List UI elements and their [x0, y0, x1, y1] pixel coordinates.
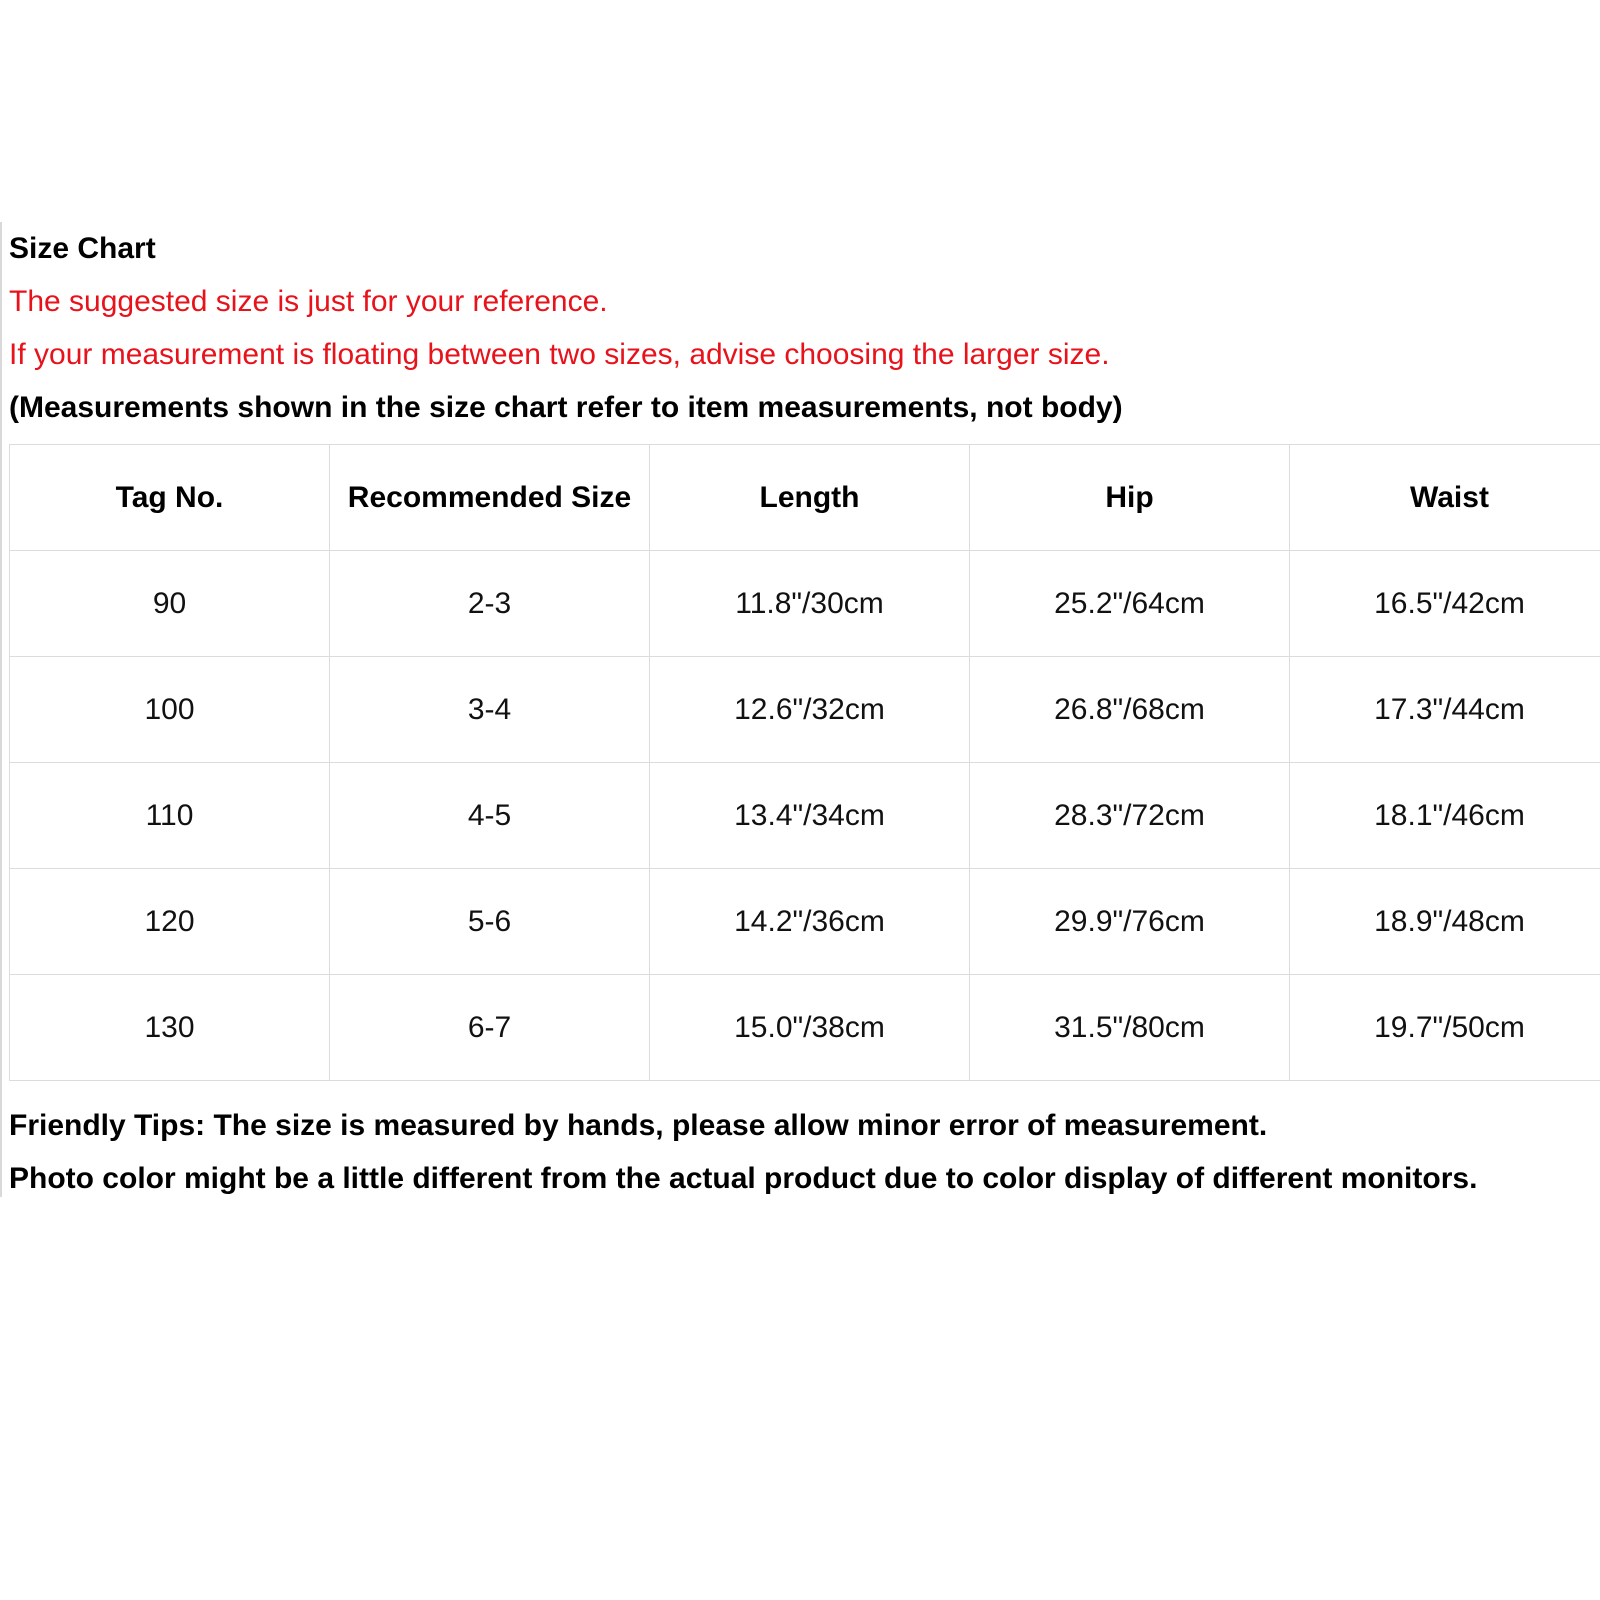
tip-photo-color: Photo color might be a little different from the actual product due to color display of different monitors.: [9, 1162, 1478, 1195]
table-header-row: [10, 445, 1600, 551]
cell-waist: 16.5"/42cm: [1290, 551, 1600, 657]
page-title: Size Chart: [9, 232, 156, 265]
cell-length: 11.8"/30cm: [650, 551, 970, 657]
header-hip: Hip: [970, 445, 1290, 551]
cell-tag-no: 120: [10, 869, 330, 975]
note-larger-size: If your measurement is floating between two sizes, advise choosing the larger size.: [9, 338, 1110, 371]
cell-hip: 31.5"/80cm: [970, 975, 1290, 1081]
cell-recommended-size: 5-6: [330, 869, 650, 975]
cell-hip: 25.2"/64cm: [970, 551, 1290, 657]
table-row: [10, 551, 1600, 657]
note-reference: The suggested size is just for your reference.: [9, 285, 608, 318]
cell-hip: 26.8"/68cm: [970, 657, 1290, 763]
header-length: Length: [650, 445, 970, 551]
header-recommended-size: Recommended Size: [330, 445, 650, 551]
cell-recommended-size: 4-5: [330, 763, 650, 869]
cell-length: 13.4"/34cm: [650, 763, 970, 869]
table-row: [10, 869, 1600, 975]
cell-recommended-size: 6-7: [330, 975, 650, 1081]
cell-waist: 18.1"/46cm: [1290, 763, 1600, 869]
cell-waist: 18.9"/48cm: [1290, 869, 1600, 975]
cell-hip: 28.3"/72cm: [970, 763, 1290, 869]
cell-tag-no: 110: [10, 763, 330, 869]
cell-waist: 19.7"/50cm: [1290, 975, 1600, 1081]
cell-recommended-size: 2-3: [330, 551, 650, 657]
header-waist: Waist: [1290, 445, 1600, 551]
size-table: [9, 444, 1600, 1081]
friendly-tips: [9, 1099, 1600, 1205]
cell-recommended-size: 3-4: [330, 657, 650, 763]
cell-tag-no: 90: [10, 551, 330, 657]
header-tag-no: Tag No.: [10, 445, 330, 551]
cell-length: 12.6"/32cm: [650, 657, 970, 763]
cell-tag-no: 100: [10, 657, 330, 763]
table-row: [10, 763, 1600, 869]
cell-hip: 29.9"/76cm: [970, 869, 1290, 975]
measurement-disclaimer: (Measurements shown in the size chart refer to item measurements, not body): [9, 391, 1123, 424]
table-row: [10, 975, 1600, 1081]
table-row: [10, 657, 1600, 763]
cell-length: 15.0"/38cm: [650, 975, 970, 1081]
cell-tag-no: 130: [10, 975, 330, 1081]
size-chart-section: [0, 222, 1600, 1197]
cell-length: 14.2"/36cm: [650, 869, 970, 975]
cell-waist: 17.3"/44cm: [1290, 657, 1600, 763]
tip-measured-by-hand: Friendly Tips: The size is measured by hands, please allow minor error of measurement.: [9, 1109, 1268, 1142]
